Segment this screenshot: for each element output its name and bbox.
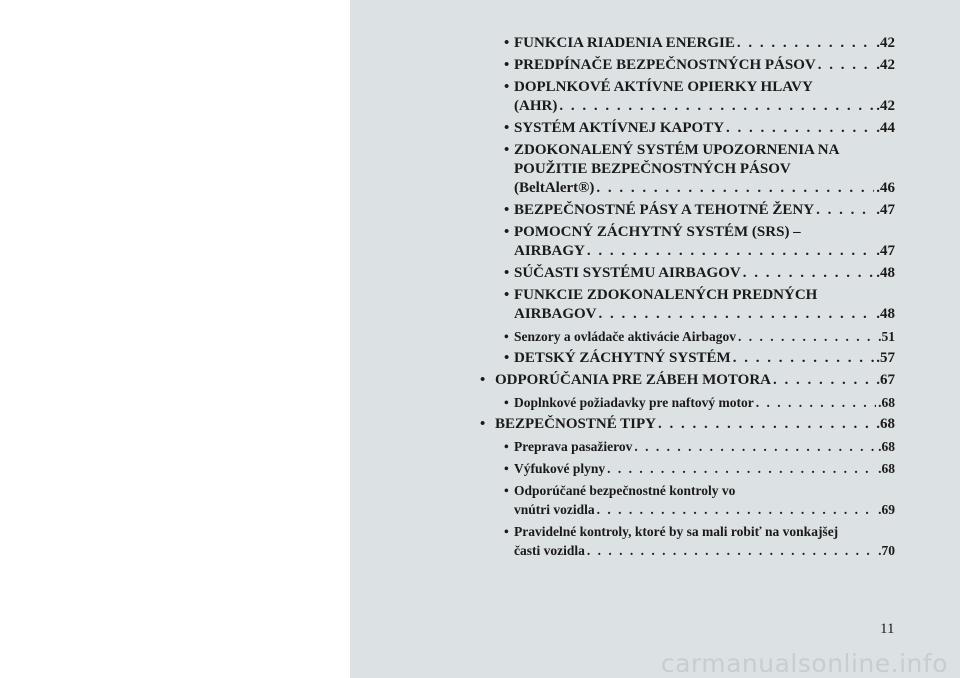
toc-entry-leader-line [514,56,895,75]
toc-entry-leader-line [514,305,895,324]
toc-entry-leader-line [514,393,895,412]
bullet-icon: • [504,79,510,95]
toc-entry-page: .68 [876,416,895,432]
toc-entry[interactable] [480,223,895,261]
bullet-icon: • [504,439,509,454]
bullet-icon: • [504,395,509,410]
toc-entry-title-line: (AHR) [514,98,558,114]
toc-entry-page: .51 [878,329,895,344]
toc-entry[interactable] [480,264,895,283]
toc-entry-page: .42 [876,98,895,114]
toc-entry[interactable] [480,34,895,53]
toc-entry-page: .48 [876,306,895,322]
toc-entry-title-line: Senzory a ovládače aktivácie Airbagov [514,329,736,344]
toc-entry-title-line: SÚČASTI SYSTÉMU AIRBAGOV [514,265,741,281]
dot-leader [756,393,876,412]
toc-entry-leader-line [514,459,895,478]
bullet-icon: • [504,120,510,136]
bullet-icon: • [504,202,510,218]
toc-entry-title-line: Odporúčané bezpečnostné kontroly vo [514,483,736,498]
bullet-icon: • [504,329,509,344]
toc-entry-page: .70 [878,543,895,558]
dot-leader [607,459,876,478]
toc-entry-leader-line [514,264,895,283]
toc-entry-title-line: (BeltAlert®) [514,180,595,196]
toc-entry-page: .68 [878,439,895,454]
dot-leader [733,349,875,368]
toc-entry-leader-line [514,97,895,116]
dot-leader [559,97,874,116]
toc-entry-title-line: ODPORÚČANIA PRE ZÁBEH MOTORA [495,372,771,388]
toc-entry-page: .57 [876,350,895,366]
dot-leader [818,56,875,75]
toc-entry[interactable] [480,349,895,368]
toc-entry-leader-line [514,242,895,261]
toc-entry[interactable] [480,415,895,434]
toc-entry[interactable] [480,141,895,198]
toc-entry-page: .68 [878,461,895,476]
table-of-contents [480,34,895,563]
bullet-icon: • [480,372,486,388]
toc-entry-title-line: Výfukové plyny [514,461,606,476]
toc-entry-leader-line [514,179,895,198]
bullet-icon: • [504,142,510,158]
toc-entry-title-line: AIRBAGY [514,243,585,259]
toc-entry-leader-line [514,349,895,368]
toc-entry-title-line: AIRBAGOV [514,306,597,322]
toc-entry-leader-line [514,327,895,346]
toc-entry[interactable] [480,371,895,390]
toc-entry-title-line: ZDOKONALENÝ SYSTÉM UPOZORNENIA NA [514,142,840,158]
toc-entry[interactable] [480,78,895,116]
toc-entry-title-line: FUNKCIE ZDOKONALENÝCH PREDNÝCH [514,287,818,303]
toc-entry-title-line: Pravidelné kontroly, ktoré by sa mali robiť na vonkajšej [514,524,839,539]
toc-entry-title-line: vnútri vozidla [514,502,595,517]
toc-entry-leader-line [495,415,895,434]
bullet-icon: • [504,287,510,303]
toc-entry-leader-line [514,500,895,519]
toc-entry[interactable] [480,327,895,346]
toc-entry[interactable] [480,481,895,519]
bullet-icon: • [504,265,510,281]
watermark-text: carmanualsonline.info [660,649,948,678]
bullet-icon: • [504,350,510,366]
toc-entry-page: .47 [876,202,895,218]
toc-entry-page: .42 [876,57,895,73]
toc-entry-leader-line [514,119,895,138]
dot-leader [587,242,874,261]
toc-entry[interactable] [480,286,895,324]
toc-entry-leader-line [514,541,895,560]
toc-entry[interactable] [480,201,895,220]
toc-entry[interactable] [480,393,895,412]
toc-entry-title-line: PREDPÍNAČE BEZPEČNOSTNÝCH PÁSOV [514,57,816,73]
toc-entry-page: .69 [878,502,895,517]
dot-leader [743,264,875,283]
bullet-icon: • [480,416,486,432]
toc-entry[interactable] [480,522,895,560]
toc-entry-leader-line [514,437,895,456]
dot-leader [773,371,874,390]
dot-leader [597,500,876,519]
manual-page [350,0,960,678]
toc-entry[interactable] [480,459,895,478]
bullet-icon: • [504,524,509,539]
dot-leader [596,179,874,198]
toc-entry[interactable] [480,437,895,456]
bullet-icon: • [504,57,510,73]
dot-leader [738,327,876,346]
toc-entry-title-line: Doplnkové požiadavky pre naftový motor [514,395,754,410]
toc-entry-page: .42 [876,35,895,51]
toc-entry-title-line: DOPLNKOVÉ AKTÍVNE OPIERKY HLAVY [514,79,813,95]
toc-entry-page: .46 [876,180,895,196]
toc-entry-page: .44 [876,120,895,136]
toc-entry-title-line: časti vozidla [514,543,585,558]
toc-entry-page: .48 [876,265,895,281]
dot-leader [599,305,875,324]
toc-entry-title-line: POMOCNÝ ZÁCHYTNÝ SYSTÉM (SRS) – [514,224,801,240]
toc-entry-title-line: FUNKCIA RIADENIA ENERGIE [514,35,735,51]
toc-entry-title-line: DETSKÝ ZÁCHYTNÝ SYSTÉM [514,350,731,366]
dot-leader [658,415,874,434]
toc-entry-page: .68 [878,395,895,410]
bullet-icon: • [504,483,509,498]
dot-leader [726,119,874,138]
toc-entry-page: .67 [876,372,895,388]
toc-entry[interactable] [480,56,895,75]
toc-entry[interactable] [480,119,895,138]
dot-leader [737,34,874,53]
toc-entry-leader-line [495,371,895,390]
toc-entry-title-line: BEZPEČNOSTNÉ PÁSY A TEHOTNÉ ŽENY [514,202,815,218]
dot-leader [634,437,876,456]
toc-entry-leader-line [514,34,895,53]
toc-entry-title-line: Preprava pasažierov [514,439,633,454]
bullet-icon: • [504,35,510,51]
toc-entry-page: .47 [876,243,895,259]
toc-entry-title-line: BEZPEČNOSTNÉ TIPY [495,416,657,432]
toc-entry-leader-line [514,201,895,220]
bullet-icon: • [504,224,510,240]
dot-leader [816,201,874,220]
dot-leader [587,541,876,560]
toc-entry-title-line: POUŽITIE BEZPEČNOSTNÝCH PÁSOV [514,161,791,177]
bullet-icon: • [504,461,509,476]
toc-entry-title-line: SYSTÉM AKTÍVNEJ KAPOTY [514,120,725,136]
page-number: 11 [880,621,895,637]
